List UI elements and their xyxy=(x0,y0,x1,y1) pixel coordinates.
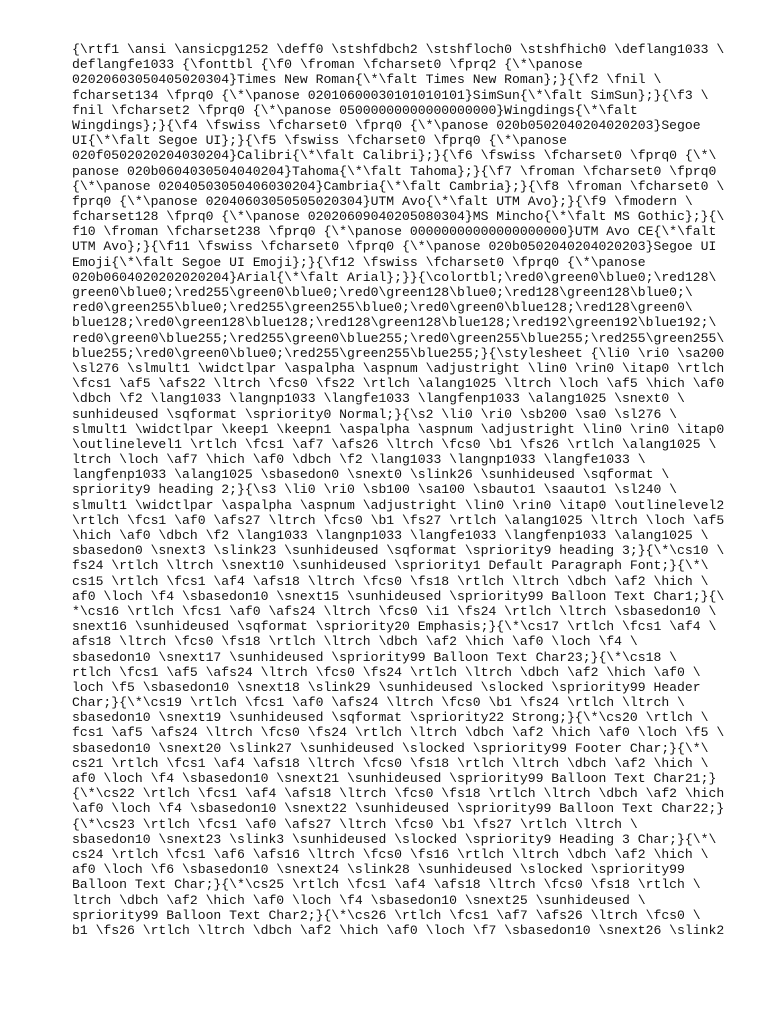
text-line: ltrch \loch \af7 \hich \af0 \dbch \f2 \lang1033 \langnp1033 \langfe1033 \ xyxy=(72,452,646,468)
text-line: {\*\cs22 \rtlch \fcs1 \af4 \afs18 \ltrch \fcs0 \fs18 \rtlch \ltrch \dbch \af2 \hich xyxy=(72,786,725,802)
text-line: \dbch \f2 \lang1033 \langnp1033 \langfe1033 \langfenp1033 \alang1025 \snext0 \ xyxy=(72,391,685,407)
text-line: fs24 \rtlch \ltrch \snext10 \sunhideused \spriority1 Default Paragraph Font;}{\*\ xyxy=(72,558,709,574)
text-line: fnil \fcharset2 \fprq0 {\*\panose 05000000000000000000}Wingdings{\*\falt xyxy=(72,102,638,118)
text-line: af0 \loch \f4 \sbasedon10 \snext21 \sunhideused \spriority99 Balloon Text Char21;} xyxy=(72,771,717,786)
text-line: sbasedon10 \snext19 \sunhideused \sqformat \spriority22 Strong;}{\*\cs20 \rtlch \ xyxy=(72,710,709,726)
text-line: f10 \froman \fcharset238 \fprq0 {\*\panose 00000000000000000000}UTM Avo CE{\*\falt xyxy=(72,224,717,240)
text-line: green0\blue0;\red255\green0\blue0;\red0\green128\blue0;\red128\green128\blue0;\ xyxy=(72,285,693,300)
text-line: langfenp1033 \alang1025 \sbasedon0 \snext0 \slink26 \sunhideused \sqformat \ xyxy=(72,467,670,483)
text-line: rtlch \fcs1 \af5 \afs24 \ltrch \fcs0 \fs24 \rtlch \ltrch \dbch \af2 \hich \af0 \ xyxy=(72,664,701,680)
text-line: cs21 \rtlch \fcs1 \af4 \afs18 \ltrch \fcs0 \fs18 \rtlch \ltrch \dbch \af2 \hich \ xyxy=(72,755,709,771)
text-line: b1 \fs26 \rtlch \ltrch \dbch \af2 \hich \af0 \loch \f7 \sbasedon10 \snext26 \slink2 xyxy=(72,922,725,938)
text-line: \outlinelevel1 \rtlch \fcs1 \af7 \afs26 \ltrch \fcs0 \b1 \fs26 \rtlch \alang1025 \ xyxy=(72,436,717,452)
text-line: {\rtf1 \ansi \ansicpg1252 \deff0 \stshfdbch2 \stshfloch0 \stshfhich0 \deflang1033 \ xyxy=(72,42,725,57)
text-line: fprq0 {\*\panose 02040603050505020304}UTM Avo{\*\falt UTM Avo};}{\f9 \fmodern \ xyxy=(72,193,693,209)
text-line: 020b0604020202020204}Arial{\*\falt Arial};}}{\colortbl;\red0\green0\blue0;\red128\ xyxy=(72,269,717,285)
text-line: blue128;\red0\green128\blue128;\red128\green128\blue128;\red192\green192\blue192;\ xyxy=(72,315,717,331)
text-line: fcharset128 \fprq0 {\*\panose 02020609040205080304}MS Mincho{\*\falt MS Gothic};}{\ xyxy=(72,209,725,225)
text-line: 020f0502020204030204}Calibri{\*\falt Calibri};}{\f6 \fswiss \fcharset0 \fprq0 {\*\ xyxy=(72,148,717,164)
text-line: sbasedon10 \snext17 \sunhideused \spriority99 Balloon Text Char23;}{\*\cs18 \ xyxy=(72,649,678,665)
text-line: {\*\panose 02040503050406030204}Cambria{\*\falt Cambria};}{\f8 \froman \fcharset0 \ xyxy=(72,178,725,194)
text-line: snext16 \sunhideused \sqformat \spriority20 Emphasis;}{\*\cs17 \rtlch \fcs1 \af4 \ xyxy=(72,619,717,635)
text-line: Emoji{\*\falt Segoe UI Emoji};}{\f12 \fswiss \fcharset0 \fprq0 {\*\panose xyxy=(72,254,646,270)
text-line: {\*\cs23 \rtlch \fcs1 \af0 \afs27 \ltrch \fcs0 \b1 \fs27 \rtlch \ltrch \ xyxy=(72,816,638,832)
text-line: afs18 \ltrch \fcs0 \fs18 \rtlch \ltrch \dbch \af2 \hich \af0 \loch \f4 \ xyxy=(72,634,638,650)
text-line: sbasedon10 \snext23 \slink3 \sunhideused \slocked \spriority9 Heading 3 Char;}{\*\ xyxy=(72,831,717,847)
text-line: spriority99 Balloon Text Char2;}{\*\cs26 \rtlch \fcs1 \af7 \afs26 \ltrch \fcs0 \ xyxy=(72,907,701,923)
text-line: 02020603050405020304}Times New Roman{\*\falt Times New Roman};}{\f2 \fnil \ xyxy=(72,72,662,88)
text-line: UI{\*\falt Segoe UI};}{\f5 \fswiss \fcharset0 \fprq0 {\*\panose xyxy=(72,133,568,149)
text-line: slmult1 \widctlpar \keep1 \keepn1 \aspalpha \aspnum \adjustright \lin0 \rin0 \itap0 xyxy=(72,421,725,437)
text-line: \fcs1 \af5 \afs22 \ltrch \fcs0 \fs22 \rtlch \alang1025 \ltrch \loch \af5 \hich \af0 xyxy=(72,376,725,392)
text-line: blue255;\red0\green0\blue0;\red255\green255\blue255;}{\stylesheet {\li0 \ri0 \sa200 xyxy=(72,345,725,361)
text-line: ltrch \dbch \af2 \hich \af0 \loch \f4 \sbasedon10 \snext25 \sunhideused \ xyxy=(72,892,646,908)
text-line: slmult1 \widctlpar \aspalpha \aspnum \adjustright \lin0 \rin0 \itap0 \outlinelevel2 xyxy=(72,497,725,513)
text-line: deflangfe1033 {\fonttbl {\f0 \froman \fcharset0 \fprq2 {\*\panose xyxy=(72,57,583,73)
text-line: red0\green0\blue255;\red255\green0\blue255;\red0\green255\blue255;\red255\green255\ xyxy=(72,330,725,346)
text-line: \hich \af0 \dbch \f2 \lang1033 \langnp1033 \langfe1033 \langfenp1033 \alang1025 \ xyxy=(72,528,709,543)
text-line: spriority9 heading 2;}{\s3 \li0 \ri0 \sb100 \sa100 \sbauto1 \saauto1 \sl240 \ xyxy=(72,482,678,498)
text-line: panose 020b0604030504040204}Tahoma{\*\falt Tahoma};}{\f7 \froman \fcharset0 \fprq0 xyxy=(72,163,717,179)
text-line: loch \f5 \sbasedon10 \snext18 \slink29 \sunhideused \slocked \spriority99 Header xyxy=(72,679,701,695)
text-line: red0\green255\blue0;\red255\green255\blue0;\red0\green0\blue128;\red128\green0\ xyxy=(72,300,693,316)
text-line: \rtlch \fcs1 \af0 \afs27 \ltrch \fcs0 \b1 \fs27 \rtlch \alang1025 \ltrch \loch \af5 xyxy=(72,512,725,528)
text-line: sunhideused \sqformat \spriority0 Normal;}{\s2 \li0 \ri0 \sb200 \sa0 \sl276 \ xyxy=(72,406,678,422)
text-line: \af0 \loch \f4 \sbasedon10 \snext22 \sunhideused \spriority99 Balloon Text Char22;} xyxy=(72,801,725,817)
text-line: sbasedon0 \snext3 \slink23 \sunhideused \sqformat \spriority9 heading 3;}{\*\cs10 \ xyxy=(72,543,725,559)
text-line: \sl276 \slmult1 \widctlpar \aspalpha \aspnum \adjustright \lin0 \rin0 \itap0 \rtlch xyxy=(72,360,725,376)
text-line: sbasedon10 \snext20 \slink27 \sunhideused \slocked \spriority99 Footer Char;}{\*\ xyxy=(72,740,709,756)
text-line: af0 \loch \f4 \sbasedon10 \snext15 \sunhideused \spriority99 Balloon Text Char1;}{\ xyxy=(72,588,725,604)
text-line: Char;}{\*\cs19 \rtlch \fcs1 \af0 \afs24 \ltrch \fcs0 \b1 \fs24 \rtlch \ltrch \ xyxy=(72,695,685,711)
text-line: cs24 \rtlch \fcs1 \af6 \afs16 \ltrch \fcs0 \fs16 \rtlch \ltrch \dbch \af2 \hich \ xyxy=(72,846,709,862)
text-line: *\cs16 \rtlch \fcs1 \af0 \afs24 \ltrch \fcs0 \i1 \fs24 \rtlch \ltrch \sbasedon10 \ xyxy=(72,603,717,619)
text-line: af0 \loch \f6 \sbasedon10 \snext24 \slink28 \sunhideused \slocked \spriority99 xyxy=(72,862,685,878)
text-line: fcs1 \af5 \afs24 \ltrch \fcs0 \fs24 \rtlch \ltrch \dbch \af2 \hich \af0 \loch \f5 \ xyxy=(72,725,725,741)
text-line: Wingdings};}{\f4 \fswiss \fcharset0 \fprq0 {\*\panose 020b0502040204020203}Segoe xyxy=(72,117,701,133)
text-line: Balloon Text Char;}{\*\cs25 \rtlch \fcs1 \af4 \afs18 \ltrch \fcs0 \fs18 \rtlch \ xyxy=(72,877,701,893)
text-line: fcharset134 \fprq0 {\*\panose 02010600030101010101}SimSun{\*\falt SimSun};}{\f3 \ xyxy=(72,87,709,103)
text-line: UTM Avo};}{\f11 \fswiss \fcharset0 \fprq0 {\*\panose 020b0502040204020203}Segoe UI xyxy=(72,239,717,255)
text-line: cs15 \rtlch \fcs1 \af4 \afs18 \ltrch \fcs0 \fs18 \rtlch \ltrch \dbch \af2 \hich \ xyxy=(72,573,709,589)
rtf-source-text xyxy=(72,42,725,938)
